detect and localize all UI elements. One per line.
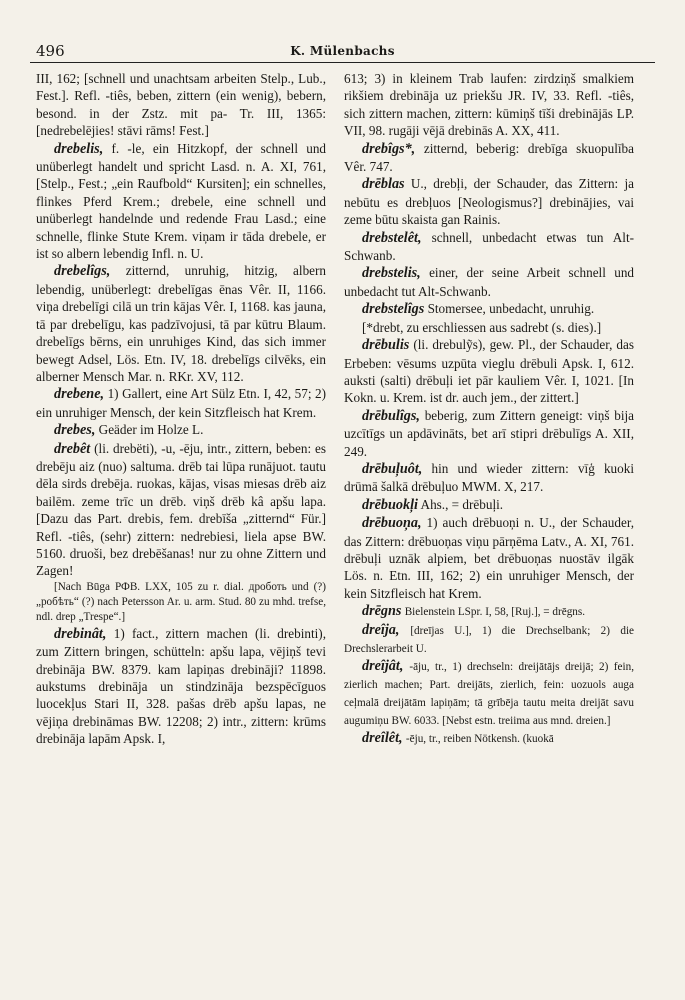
dictionary-entry xyxy=(344,657,634,729)
entry-headword: drebstelêt, xyxy=(362,229,422,246)
entry-headword: drеîja, xyxy=(362,621,400,638)
running-head: K. Mülenbachs xyxy=(290,44,395,58)
entry-text: Ahs., = drēbuļi. xyxy=(420,496,504,512)
entry-headword: dreîjât, xyxy=(362,658,404,674)
entry-text: zitternd, beberig: drebīga skuopulība Vêr. 747. xyxy=(344,140,635,175)
entry-headword: drēgns xyxy=(362,603,402,620)
entry-headword: drebstelis, xyxy=(362,265,421,282)
dictionary-entry xyxy=(36,580,326,625)
entry-text: (li. drebëti), -u, -ēju, intr., zittern, beben: es drebēju aiz (nuo) saltuma. drēb tai lūpa runājuot. tautu dēla sirds drebēja. ruokas, kājas, visas miesas drēb aiz bailēm. zeme trīc un drēb. viņš drēb kâ apšu lapa. [Dazu das Part. drebis, fem. drebīša „zitternd“ Für.] Refl. -tiês, (sehr) zittern: nedrebiesi, liela apse BW. 5160. druoši, bez drebēšanas! nur zu ohne Zittern und Zagen! xyxy=(36,440,327,579)
entry-text: U., drebļi, der Schauder, das Zittern: ja nebūtu es drebļuos [Neologismus?] drebinājies, vai zeme būtu skaista gan Rainis. xyxy=(344,176,634,228)
dictionary-entry xyxy=(344,336,634,407)
entry-text: 1) auch drēbuoņi n. U., der Schauder, das Zittern: drēbuoņas viņu pārņēma Latv., A. XI, 761. drēbuļi uznāk alpiem, bet drēbuoņas nuostāv ilgāk Lös. n. Etn. III, 162; 2) ein unruhiger Mensch, der kein Sitzfleisch hat Krem. xyxy=(344,515,634,601)
dictionary-entry xyxy=(344,514,634,602)
entry-text: schnell, unbedacht etwas tun Alt-Schwanb. xyxy=(344,229,634,264)
entry-headword: drebinât, xyxy=(54,625,107,642)
entry-text: Stomersee, unbedacht, unruhig. xyxy=(427,301,595,317)
entry-text: beberig, zum Zittern geneigt: viņš bija uzcītīgs un apdāvināts, bet arī stipri drēbulīgs A. XII, 249. xyxy=(344,407,635,459)
entry-text: [dreījas U.], 1) die Drechselbank; 2) die Drechslerarbeit U. xyxy=(344,624,635,655)
dictionary-entry xyxy=(36,440,326,580)
entry-text: Bielenstein LSpr. I, 58, [Ruj.], = drēgns. xyxy=(404,606,586,619)
entry-headword: drebîgs*, xyxy=(362,140,416,157)
entry-headword: drēbulîgs, xyxy=(362,407,420,424)
entry-headword: drebelis, xyxy=(54,140,104,157)
page-number: 496 xyxy=(36,42,65,60)
dictionary-entry xyxy=(36,140,326,263)
dictionary-entry xyxy=(36,385,326,421)
right-column xyxy=(344,70,634,748)
entry-headword: drebene, xyxy=(54,386,105,403)
entry-text: Geäder im Holze L. xyxy=(98,422,204,438)
dictionary-entry xyxy=(344,264,634,300)
entry-text: III, 162; [schnell und unachtsam arbeiten Stelp., Lub., Fest.]. Refl. -tiês, beben, zittern (ein wenig), bebern, besond. in der Zstz. mit pa- Tr. III, 1365: [nedrebelējies! stāvi rāms! Fest.] xyxy=(36,71,326,139)
entry-headword: drebes, xyxy=(54,422,96,439)
dictionary-entry xyxy=(344,229,634,265)
dictionary-entry xyxy=(344,407,634,460)
entry-text: 1) Gallert, eine Art Sülz Etn. I, 42, 57; 2) ein unruhiger Mensch, der kein Sitzfleisch hat Krem. xyxy=(36,386,327,420)
entry-headword: dreîlêt, xyxy=(362,730,403,747)
entry-headword: drēblas xyxy=(362,176,405,193)
entry-text: -ēju, tr., reiben Nötkensh. (kuokā xyxy=(405,733,554,746)
entry-headword: drēbuokļi xyxy=(362,496,418,513)
entry-text: (li. drebulỹs), gew. Pl., der Schauder, das Erbeben: vēsums uzpūta vieglu drēbuli Apsk. I, 612. auksti (salti) drēbuļi iet pār kauliem Vêr. I, 1021. [In Kokn. u. Krem. ist dr. auch jem., der zittert.] xyxy=(344,337,634,406)
dictionary-entry xyxy=(344,140,634,176)
entry-headword: drebêt xyxy=(54,440,91,457)
entry-text: 613; 3) in kleinem Trab laufen: zirdziņš smalkiem rikšiem drebināja uz priekšu JR. IV, 33. Refl. -tiês, sich zittern machen, zittern: kūmiņš tīši drebinājās LP. VII, 98. rugāji vējā drebinās A. XX, 411. xyxy=(344,71,634,139)
dictionary-entry xyxy=(36,421,326,439)
dictionary-entry xyxy=(344,729,634,747)
dictionary-entry xyxy=(344,319,634,336)
entry-headword: drēbuļuôt, xyxy=(362,460,423,477)
dictionary-entry xyxy=(344,602,634,620)
entry-text: f. -le, ein Hitzkopf, der schnell und unüberlegt handelt und spricht Lasd. n. A. XI, 761, [Stelp., Fest.; „ein Raufbold“ Kursiten]; ein schnelles, flinkes Pferd Krem.; drebele, eine schnell und unüberlegt handelnde und redende Frau Lasd.; eine schnelle, flinke Stute Krem. viņam ir tāda drebele, er ist so albern lebendig Infl. n. U. xyxy=(36,140,327,262)
dictionary-entry xyxy=(36,70,326,140)
left-column xyxy=(36,70,326,748)
dictionary-entry xyxy=(344,460,634,496)
entry-text: [Nach Būga РФВ. LXX, 105 zu r. dial. дроботь und (?) „робѣть“ (?) nach Petersson Ar. u. arm. Stud. 80 zu mhd. trefse, ndl. drep „Trespe“.] xyxy=(36,580,326,623)
dictionary-entry xyxy=(344,621,634,657)
entry-text: -āju, tr., 1) drechseln: dreijātājs dreijā; 2) fein, zierlich machen; Part. dreijāts, zierlich, fein: uozuols auga ceļmalā dreijātām lapiņām; tā grībēja tautu meita dreijāt savu augumiņu BW. 6033. [Nebst estn. treiima aus mnd. dreien.] xyxy=(344,661,634,728)
dictionary-entry xyxy=(344,300,634,318)
entry-text: hin und wieder zittern: vīģ kuoki drūmā šalkā drēbuļuo MWM. X, 217. xyxy=(344,460,634,495)
page-header xyxy=(30,44,655,63)
entry-headword: drēbulis xyxy=(362,337,410,354)
entry-headword: drebelîgs, xyxy=(54,263,111,280)
dictionary-entry xyxy=(36,262,326,385)
entry-text: [*drebt, zu erschliessen aus sadrebt (s. dies).] xyxy=(362,319,602,335)
entry-headword: drēbuoņa, xyxy=(362,515,422,532)
entry-headword: drebstelîgs xyxy=(362,301,425,318)
entry-text: einer, der seine Arbeit schnell und unbedacht tut Alt-Schwanb. xyxy=(344,265,635,299)
dictionary-entry xyxy=(344,496,634,514)
dictionary-entry xyxy=(344,70,634,140)
dictionary-entry xyxy=(36,625,326,748)
dictionary-entry xyxy=(344,175,634,228)
entry-text: zitternd, unruhig, hitzig, albern lebendig, unüberlegt: drebelīgas ēnas Vêr. II, 1166. viņa drebelīgi cilā un trin kājas Vêr. I, 1168. kas jauna, tā par drebelīgu, kas padzīvojusi, tā par kūtru Blaum. drebelīgs bērns, ein unruhiges Kind, das sich immer bewegt Adsel, Lös. Etn. IV, 18. drebelīgs cilvēks, ein alberner Mensch Mar. n. RKr. XV, 112. xyxy=(36,263,326,384)
entry-text: 1) fact., zittern machen (li. drebinti), zum Zittern bringen, schütteln: apšu lapa, vējiņš tevi drebināja BW. 8379. kam lapiņas drebināji? 11898. aukstums drebināja un stindzināja bezspēcīguos luocekļus Stari II, 328. pašas drēb apšu lapas, ne vējiņa drebināmas BW. 12208; 2) intr., zittern: krūms drebināja lapām Apsk. I, xyxy=(36,625,326,747)
